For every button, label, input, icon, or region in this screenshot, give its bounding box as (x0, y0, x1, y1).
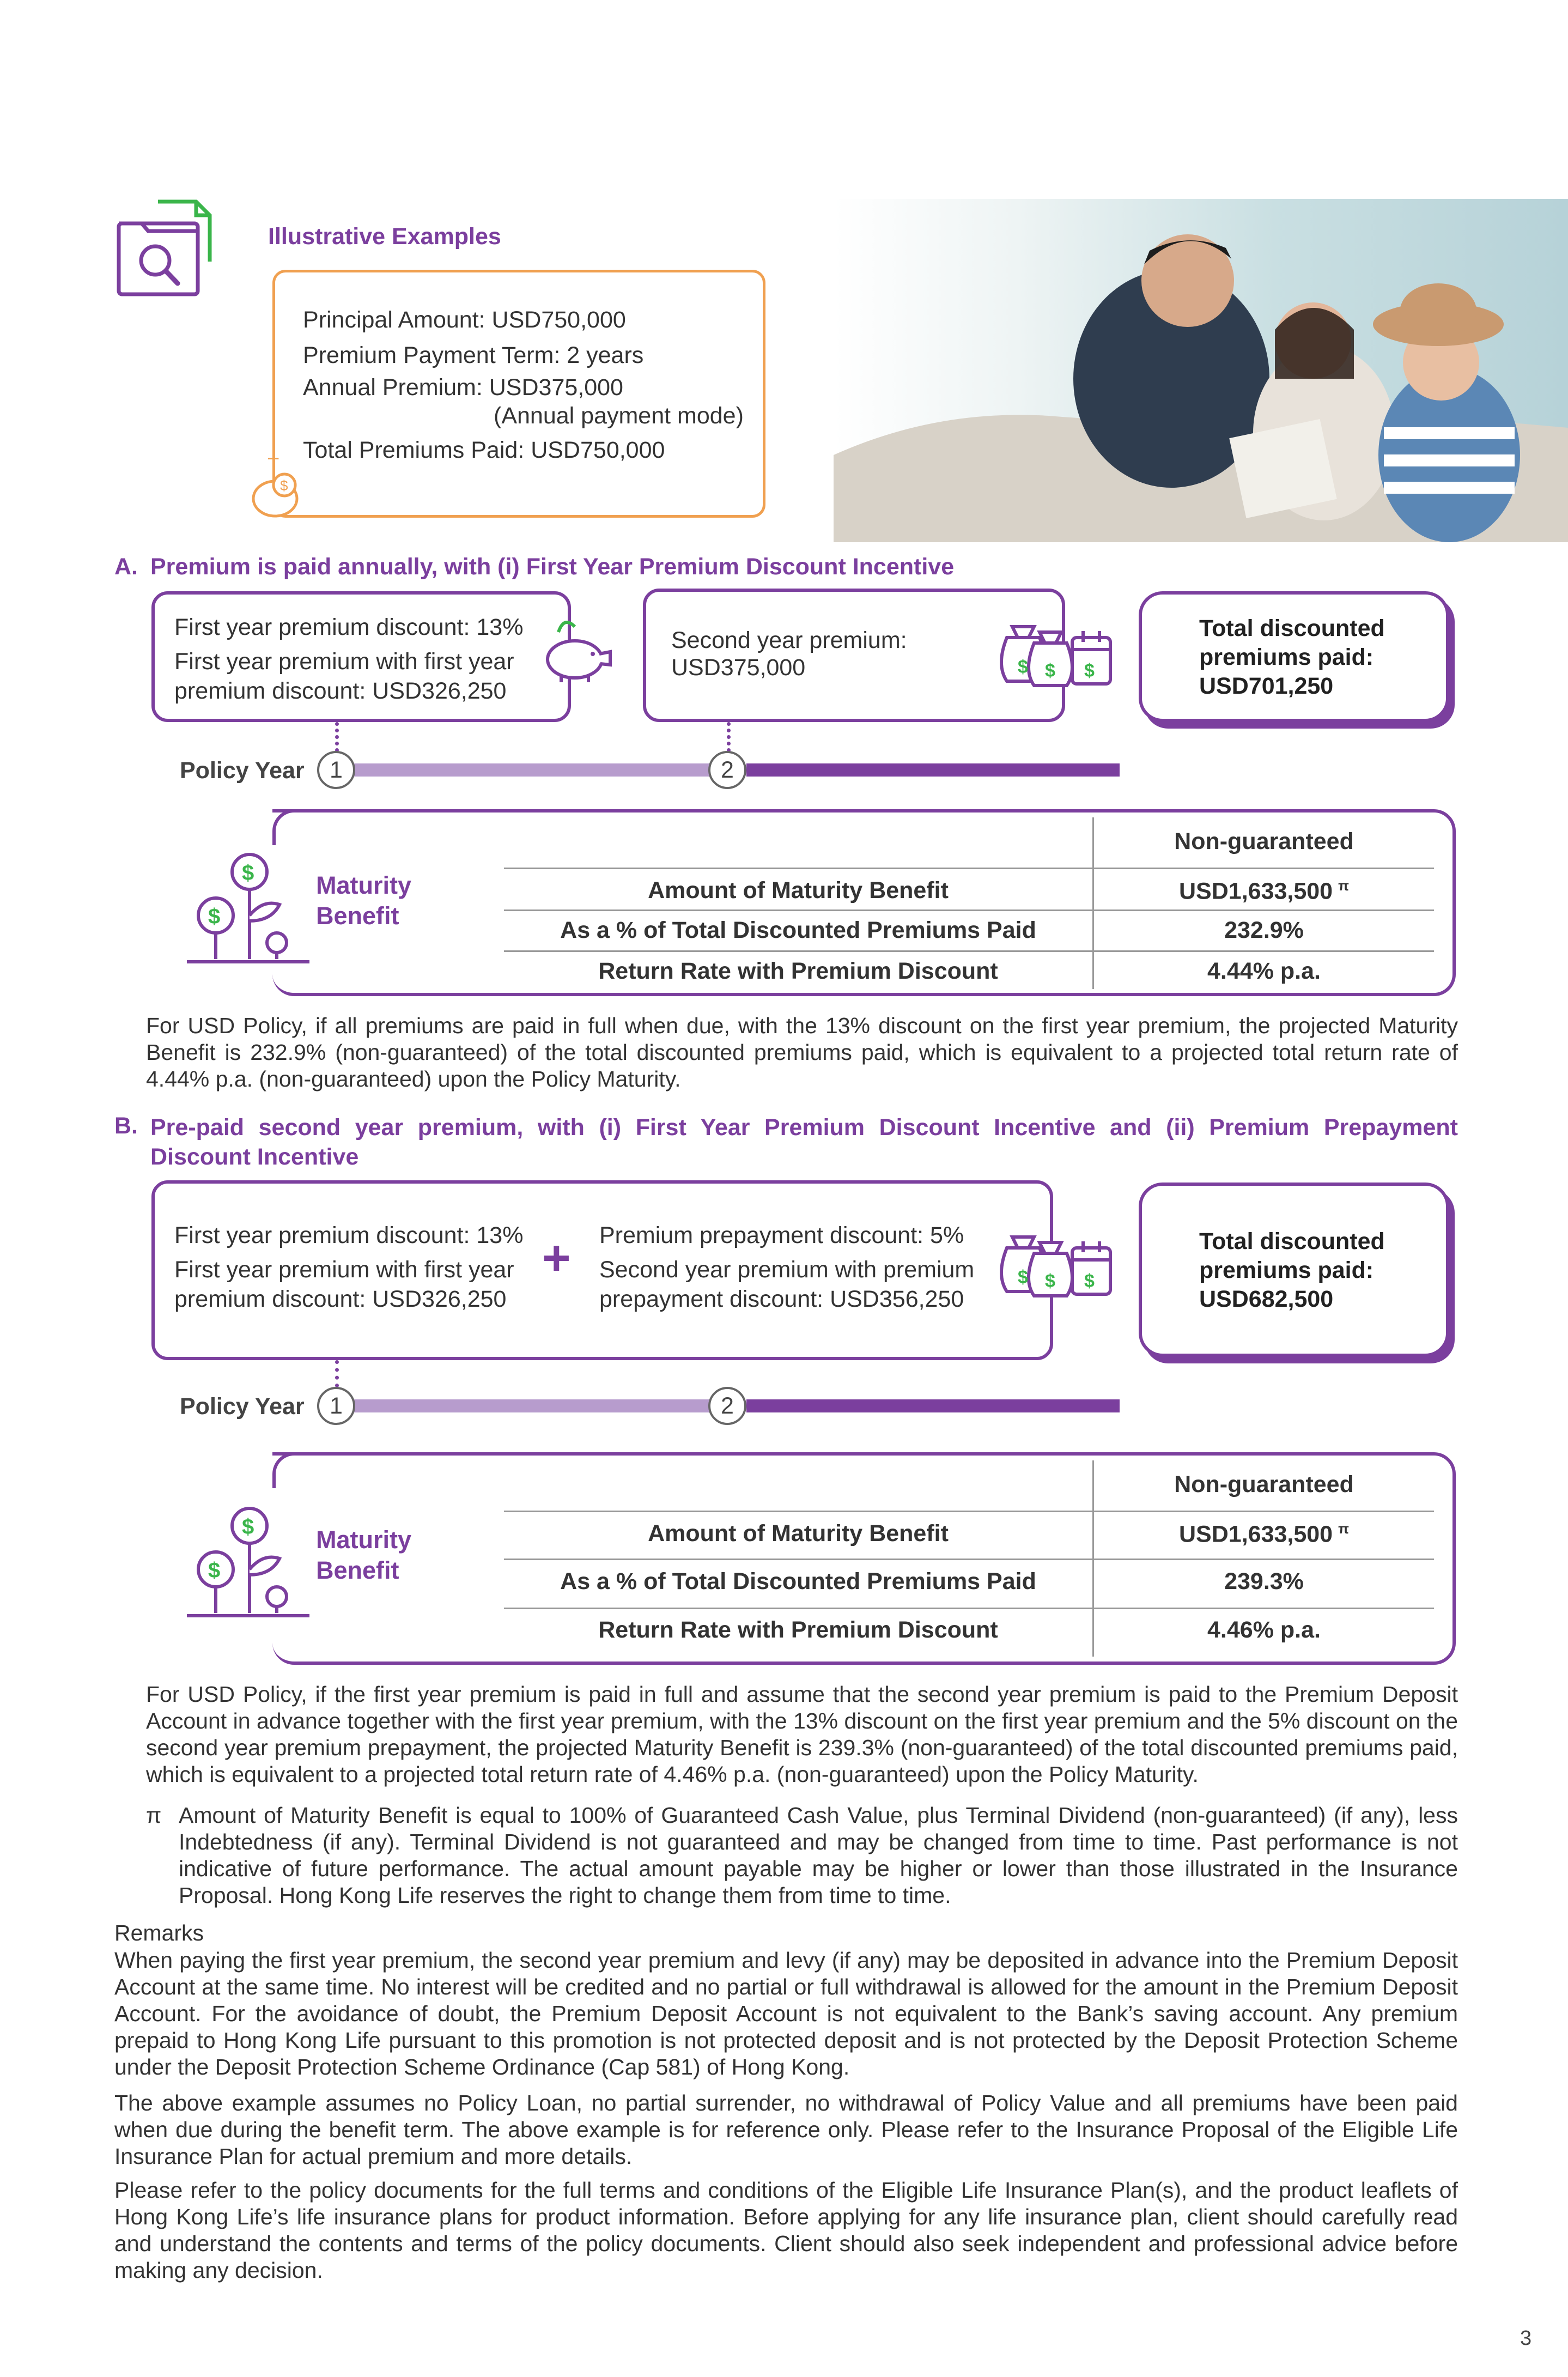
page-number: 3 (1520, 2327, 1532, 2350)
remarks-paragraph-2: The above example assumes no Policy Loan, no partial surrender, no withdrawal of Policy Value and all premiums have been paid when due during the benefit term. The above example is for reference only. Please refer to the Insurance Proposal of the Eligible Life Insurance Plan for actual premium and more details. (114, 2090, 1458, 2169)
policy-year-1-marker: 1 (317, 751, 355, 789)
svg-text:$: $ (208, 905, 221, 929)
table-divider (1092, 817, 1094, 989)
section-b-heading: Pre-paid second year premium, with (i) First Year Premium Discount Incentive and (ii) Premium Prepayment Discount Incentive (150, 1114, 1458, 1170)
total-premiums: Total Premiums Paid: USD750,000 (303, 437, 665, 463)
first-year-discount: First year premium discount: 13% (174, 614, 524, 640)
remarks-title: Remarks (114, 1920, 204, 1945)
table-row-label: Return Rate with Premium Discount (598, 958, 998, 984)
payment-term: Premium Payment Term: 2 years (303, 342, 644, 368)
first-year-discount: First year premium discount: 13% (174, 1222, 524, 1248)
section-a-heading: Premium is paid annually, with (i) First Year Premium Discount Incentive (150, 554, 955, 580)
table-rule (504, 909, 1434, 911)
total-premiums-label: premiums paid: (1199, 1257, 1374, 1283)
table-rule (504, 1559, 1434, 1560)
svg-text:$: $ (242, 861, 254, 885)
table-rule (504, 1608, 1434, 1609)
section-a-first-year-text (174, 609, 523, 704)
remarks-paragraph-3: Please refer to the policy documents for the full terms and conditions of the Eligible Life Insurance Plan(s), and the product leaflets of Hong Kong Life’s life insurance plans for product information. Before applying for any life insurance plan, client should carefully read and understand the contents and terms of the policy documents. Client should also seek independent and professional advice before making any decision. (114, 2178, 1458, 2283)
family-photo (834, 199, 1568, 542)
prepayment-discount: Premium prepayment discount: 5% (599, 1222, 964, 1248)
table-row-value: USD1,633,500 $^\pi$ (1179, 1520, 1349, 1548)
second-year-premium-value: prepayment discount: USD356,250 (599, 1286, 964, 1312)
non-guaranteed-header: Non-guaranteed (1174, 828, 1354, 854)
document-search-icon (114, 196, 212, 300)
svg-text:$: $ (1018, 657, 1028, 677)
first-year-premium-value: premium discount: USD326,250 (174, 1286, 507, 1312)
total-premiums-value: USD701,250 (1199, 673, 1334, 699)
second-year-premium: Second year premium with premium (599, 1257, 975, 1283)
section-a-letter: A. (114, 554, 138, 580)
timeline-segment-year2 (746, 763, 1120, 777)
table-row-value: 4.46% p.a. (1207, 1617, 1321, 1643)
section-b-second-year-text (599, 1217, 974, 1312)
payment-mode: (Annual payment mode) (494, 403, 744, 429)
plus-sign: + (542, 1231, 571, 1285)
policy-year-1-marker: 1 (317, 1387, 355, 1425)
first-year-premium: First year premium with first year (174, 1257, 514, 1283)
table-row-value: 239.3% (1224, 1568, 1304, 1594)
footnote-text: Amount of Maturity Benefit is equal to 100% of Guaranteed Cash Value, plus Terminal Dividend (non-guaranteed) (if any), less Indebtedness (if any). Terminal Dividend is not guaranteed and may be changed from time to time. Past performance is not indicative of future performance. The actual amount payable may be higher or lower than those illustrated in the Insurance Proposal. Hong Kong Life reserves the right to change them from time to time. (179, 1803, 1458, 1908)
maturity-benefit-label: Maturity Benefit (316, 871, 412, 930)
timeline-segment-year1 (354, 763, 727, 777)
timeline-dots (727, 722, 735, 752)
table-rule (504, 950, 1434, 952)
maturity-benefit-label: Maturity Benefit (316, 1526, 412, 1584)
table-row-value: USD1,633,500 $^\pi$ (1179, 877, 1349, 905)
illustrative-title: Illustrative Examples (268, 223, 501, 250)
principal-amount: Principal Amount: USD750,000 (303, 307, 626, 333)
svg-text:$: $ (1084, 1271, 1095, 1291)
timeline-dots (335, 1360, 343, 1387)
timeline-segment-year2 (746, 1399, 1120, 1412)
table-rule (504, 868, 1434, 869)
section-b-letter: B. (114, 1113, 138, 1139)
section-b-total-box (1139, 1183, 1449, 1357)
non-guaranteed-header: Non-guaranteed (1174, 1471, 1354, 1497)
money-bags-calendar-icon (990, 1226, 1116, 1302)
section-b-first-year-text (174, 1217, 523, 1312)
second-year-premium-value: USD375,000 (671, 654, 806, 681)
second-year-premium: Second year premium: (671, 627, 907, 653)
money-tree-icon (184, 850, 315, 970)
table-row-label: Amount of Maturity Benefit (648, 1520, 949, 1547)
piggy-bank-icon (245, 447, 305, 523)
policy-year-2-marker: 2 (708, 1387, 746, 1425)
money-tree-icon (184, 1504, 315, 1624)
first-year-premium-value: premium discount: USD326,250 (174, 678, 507, 704)
svg-text:$: $ (242, 1515, 254, 1539)
money-bags-calendar-icon (990, 616, 1116, 692)
svg-text:$: $ (1045, 1271, 1055, 1291)
annual-premium: Annual Premium: USD375,000 (303, 374, 623, 401)
svg-text:$: $ (1084, 660, 1095, 681)
svg-text:$: $ (208, 1559, 221, 1582)
policy-year-2-marker: 2 (708, 751, 746, 789)
section-a-total-box (1139, 591, 1449, 722)
table-row-label: As a % of Total Discounted Premiums Paid (560, 1568, 1036, 1594)
first-year-premium: First year premium with first year (174, 648, 514, 675)
table-row-value: 232.9% (1224, 917, 1304, 943)
policy-year-label: Policy Year (180, 1393, 305, 1420)
table-rule (504, 1511, 1434, 1512)
table-row-label: Return Rate with Premium Discount (598, 1617, 998, 1643)
piggy-bank-icon (539, 616, 616, 687)
svg-text:+: + (267, 447, 280, 471)
policy-year-label: Policy Year (180, 757, 305, 784)
svg-text:$: $ (280, 477, 288, 494)
table-row-value: 4.44% p.a. (1207, 958, 1321, 984)
remarks-paragraph-1: When paying the first year premium, the second year premium and levy (if any) may be deposited in advance into the Premium Deposit Account at the same time. No interest will be credited and no partial or full withdrawal is allowed for the amount in the Premium Deposit Account. For the avoidance of doubt, the Premium Deposit Account is not equivalent to the Bank’s saving account. Any premium prepaid to Hong Kong Life pursuant to this promotion is not protected deposit and is not protected by the Deposit Protection Scheme under the Deposit Protection Scheme Ordinance (Cap 581) of Hong Kong. (114, 1948, 1458, 2079)
total-discounted-label: Total discounted (1199, 1228, 1385, 1254)
illustrative-lines (303, 302, 744, 470)
total-premiums-value: USD682,500 (1199, 1286, 1334, 1312)
table-row-label: Amount of Maturity Benefit (648, 877, 949, 903)
svg-text:$: $ (1018, 1267, 1028, 1288)
section-b-paragraph: For USD Policy, if the first year premium is paid in full and assume that the second year premium is paid to the Premium Deposit Account in advance together with the first year premium, with the 13% discount on the first year premium and the 5% discount on the second year premium prepayment, the projected Maturity Benefit is 239.3% (non-guaranteed) of the total discounted premiums paid, which is equivalent to a projected total return rate of 4.46% p.a. (non-guaranteed) upon the Policy Maturity. (146, 1682, 1458, 1787)
table-row-label: As a % of Total Discounted Premiums Paid (560, 917, 1036, 943)
timeline-dots (335, 722, 343, 752)
total-premiums-label: premiums paid: (1199, 644, 1374, 670)
footnote-symbol: π (146, 1803, 162, 1828)
section-a-paragraph: For USD Policy, if all premiums are paid in full when due, with the 13% discount on the first year premium, the projected Maturity Benefit is 232.9% (non-guaranteed) of the total discounted premiums paid, which is equivalent to a projected total return rate of 4.44% p.a. (non-guaranteed) upon the Policy Maturity. (146, 1013, 1458, 1092)
total-discounted-label: Total discounted (1199, 615, 1385, 641)
timeline-segment-year1 (354, 1399, 727, 1412)
svg-text:$: $ (1045, 660, 1055, 681)
section-a-second-year-text (671, 627, 907, 681)
